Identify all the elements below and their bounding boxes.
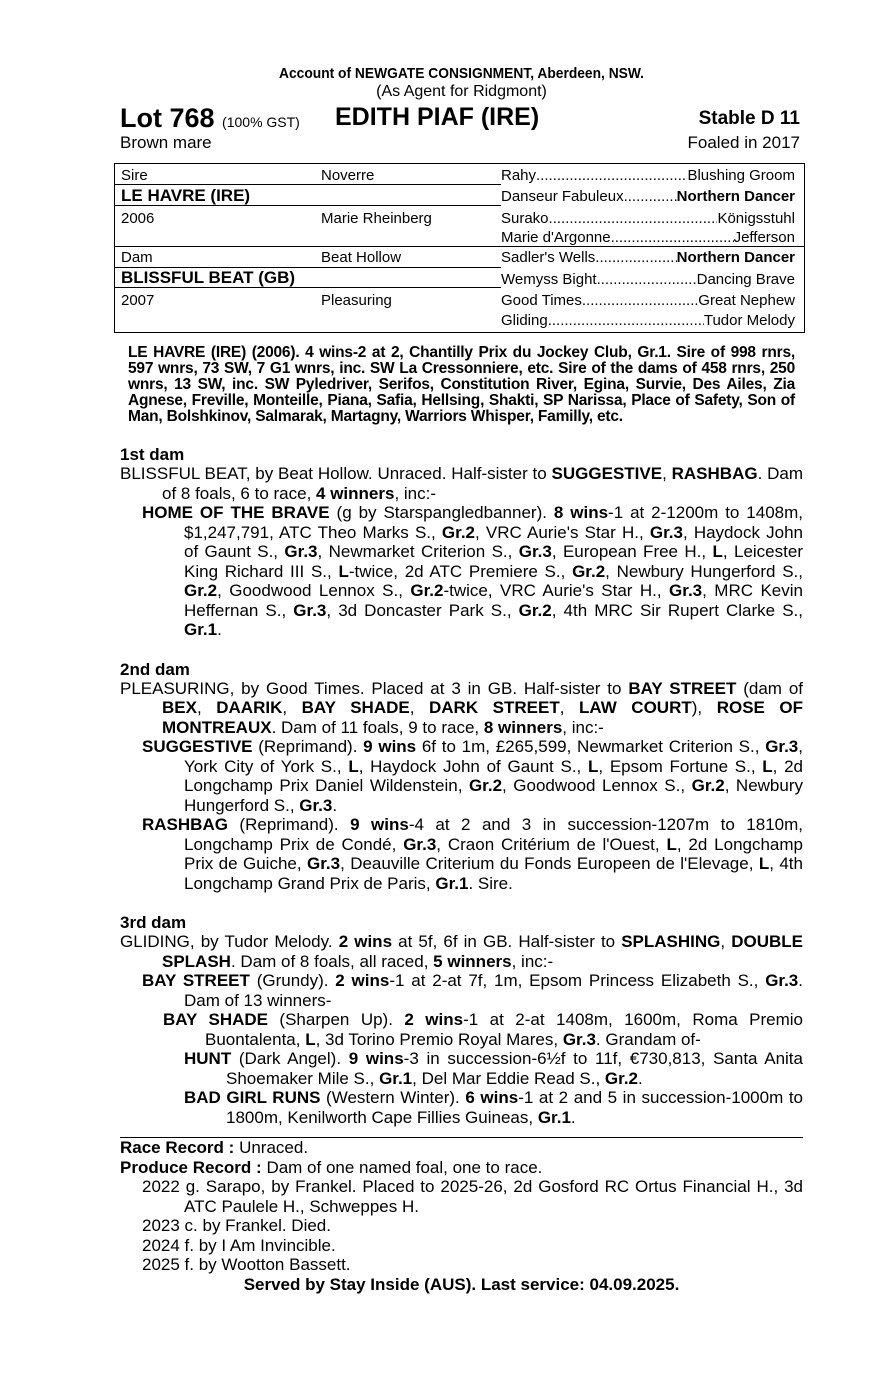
catalogue-page xyxy=(120,64,803,1295)
leader-dots xyxy=(536,167,687,184)
produce-record: Produce Record : Dam of one named foal, one to race. xyxy=(120,1157,543,1177)
produce-item: 2024 f. by I Am Invincible. xyxy=(142,1235,336,1255)
ancestor-row xyxy=(501,229,795,246)
leader-dots xyxy=(624,188,677,205)
first-dam-text: BLISSFUL BEAT, by Beat Hollow. Unraced. Half-sister to SUGGESTIVE, RASHBAG. Dam of 8 foals, 6 to race, 4 winners, inc:- xyxy=(120,464,804,503)
horse-name: EDITH PIAF (IRE) xyxy=(335,103,540,131)
leader-dots xyxy=(548,312,704,329)
ancestor-sire: Great Nephew xyxy=(698,292,795,309)
ancestor-row xyxy=(501,249,795,266)
leader-dots xyxy=(597,271,697,288)
ancestor-row xyxy=(501,312,795,329)
service-note: Served by Stay Inside (AUS). Last service: 04.09.2025. xyxy=(243,1274,680,1294)
progeny-entry: BAD GIRL RUNS (Western Winter). 6 wins-1 at 2 and 5 in succession-1000m to 1800m, Kenilworth Cape Fillies Guineas, Gr.1. xyxy=(184,1088,803,1127)
ancestor-row xyxy=(501,167,795,184)
ancestor-name: Marie d'Argonne xyxy=(501,229,611,246)
sire-sire: Noverre xyxy=(321,167,375,184)
ancestor-row xyxy=(501,210,795,227)
dam-name: BLISSFUL BEAT (GB) xyxy=(121,268,296,287)
dam-year: 2007 xyxy=(121,292,155,309)
progeny-entry: HUNT (Dark Angel). 9 wins-3 in succession-6½f to 11f, €730,813, Santa Anita Shoemaker Mile S., Gr.1, Del Mar Eddie Read S., Gr.2. xyxy=(184,1049,803,1088)
ancestor-name: Surako xyxy=(501,210,549,227)
lot-row xyxy=(120,103,803,133)
produce-item: 2022 g. Sarapo, by Frankel. Placed to 2025-26, 2d Gosford RC Ortus Financial H., 3d ATC Paulele H., Schweppes H. xyxy=(142,1177,803,1216)
agent-line: (As Agent for Ridgmont) xyxy=(376,83,547,100)
sire-name: LE HAVRE (IRE) xyxy=(121,186,251,205)
ancestor-name: Danseur Fabuleux xyxy=(501,188,624,205)
third-dam-heading: 3rd dam xyxy=(120,913,187,932)
leader-dots xyxy=(549,210,718,227)
race-record: Race Record : Unraced. xyxy=(120,1138,309,1157)
dam-sire: Beat Hollow xyxy=(321,249,402,266)
dam-label: Dam xyxy=(121,249,153,266)
ancestor-name: Gliding xyxy=(501,312,548,329)
ancestor-sire: Northern Dancer xyxy=(676,188,795,205)
ancestor-sire: Dancing Brave xyxy=(696,271,795,288)
progeny-entry: HOME OF THE BRAVE (g by Starspangledbanner). 8 wins-1 at 2-1200m to 1408m, $1,247,791, ATC Theo Marks S., Gr.2, VRC Aurie's Star H., Gr.3, Haydock John of Gaunt S., Gr.3, Newmarket Criterion S., Gr.3, European Free H., L, Leicester King Richard III S., L-twice, 2d ATC Premiere S., Gr.2, Newbury Hungerford S., Gr.2, Goodwood Lennox S., Gr.2-twice, VRC Aurie's Star H., Gr.3, MRC Kevin Heffernan S., Gr.3, 3d Doncaster Park S., Gr.2, 4th MRC Sir Rupert Clarke S., Gr.1. xyxy=(142,503,803,639)
leader-dots xyxy=(582,292,698,309)
third-dam-text: GLIDING, by Tudor Melody. 2 wins at 5f, 6f in GB. Half-sister to SPLASHING, DOUBLE SPLASH. Dam of 8 foals, all raced, 5 winners, inc:- xyxy=(120,932,804,971)
progeny-entry: SUGGESTIVE (Reprimand). 9 wins 6f to 1m, £265,599, Newmarket Criterion S., Gr.3, York City of York S., L, Haydock John of Gaunt S., L, Epsom Fortune S., L, 2d Longchamp Prix Daniel Wildenstein, Gr.2, Goodwood Lennox S., Gr.2, Newbury Hungerford S., Gr.3. xyxy=(142,737,804,815)
leader-dots xyxy=(595,249,676,266)
ancestor-sire: Blushing Groom xyxy=(687,167,795,184)
pedigree-table xyxy=(114,163,805,333)
progeny-entry: BAY SHADE (Sharpen Up). 2 wins-1 at 2-at 1408m, 1600m, Roma Premio Buontalenta, L, 3d Torino Premio Royal Mares, Gr.3. Grandam of- xyxy=(163,1010,803,1049)
sire-summary: LE HAVRE (IRE) (2006). 4 wins-2 at 2, Chantilly Prix du Jockey Club, Gr.1. Sire of 998 rnrs, 597 wnrs, 73 SW, 7 G1 wnrs, inc. SW La Cressonniere, etc. Sire of the dams of 458 rnrs, 250 wnrs, 13 SW, inc. SW Pyledriver, Serifos, Constitution River, Egina, Survie, Des Ailes, Zia Agnese, Freville, Monteille, Piana, Safia, Hellsing, Shakti, SP Narissa, Place of Safety, Son of Man, Bolshkinov, Salmarak, Martagny, Warriors Whisper, Familly, etc. xyxy=(128,344,795,425)
ancestor-name: Rahy xyxy=(501,167,537,184)
ancestor-row xyxy=(501,292,795,309)
foaled-year: Foaled in 2017 xyxy=(687,133,800,152)
ancestor-row xyxy=(501,188,795,205)
ancestor-sire: Jefferson xyxy=(733,229,795,246)
progeny-entry: BAY STREET (Grundy). 2 wins-1 at 2-at 7f, 1m, Epsom Princess Elizabeth S., Gr.3. Dam of 13 winners- xyxy=(142,971,804,1010)
ancestor-name: Wemyss Bight xyxy=(501,271,597,288)
lot-number: Lot 768 (100% GST) xyxy=(120,103,300,133)
sire-year: 2006 xyxy=(121,210,155,227)
second-dam-heading: 2nd dam xyxy=(120,659,190,679)
ancestor-sire: Northern Dancer xyxy=(676,249,795,266)
description-row xyxy=(120,133,803,155)
dam-dam: Pleasuring xyxy=(321,292,392,309)
ancestor-row xyxy=(501,271,795,288)
first-dam-heading: 1st dam xyxy=(120,445,185,464)
produce-item: 2023 c. by Frankel. Died. xyxy=(142,1216,331,1235)
second-dam-text: PLEASURING, by Good Times. Placed at 3 in GB. Half-sister to BAY STREET (dam of BEX, DAARIK, BAY SHADE, DARK STREET, LAW COURT), ROSE OF MONTREAUX. Dam of 11 foals, 9 to race, 8 winners, inc:- xyxy=(120,678,804,737)
sire-label: Sire xyxy=(121,167,148,184)
leader-dots xyxy=(611,229,734,246)
sire-dam: Marie Rheinberg xyxy=(321,210,432,227)
ancestor-name: Sadler's Wells xyxy=(501,249,596,266)
horse-description: Brown mare xyxy=(120,133,212,152)
ancestor-sire: Königsstuhl xyxy=(717,210,795,227)
ancestor-sire: Tudor Melody xyxy=(703,312,795,329)
gst-note: (100% GST) xyxy=(222,114,300,130)
progeny-entry: RASHBAG (Reprimand). 9 wins-4 at 2 and 3 in succession-1207m to 1810m, Longchamp Prix de Condé, Gr.3, Craon Critérium de l'Ouest, L, 2d Longchamp Prix de Guiche, Gr.3, Deauville Criterium du Fonds Europeen de l'Elevage, L, 4th Longchamp Grand Prix de Paris, Gr.1. Sire. xyxy=(142,815,804,893)
consignor-line: Account of NEWGATE CONSIGNMENT, Aberdeen, NSW. xyxy=(279,65,644,82)
ancestor-name: Good Times xyxy=(501,292,582,309)
produce-item: 2025 f. by Wootton Bassett. xyxy=(142,1255,351,1274)
stable-number: Stable D 11 xyxy=(698,108,800,129)
